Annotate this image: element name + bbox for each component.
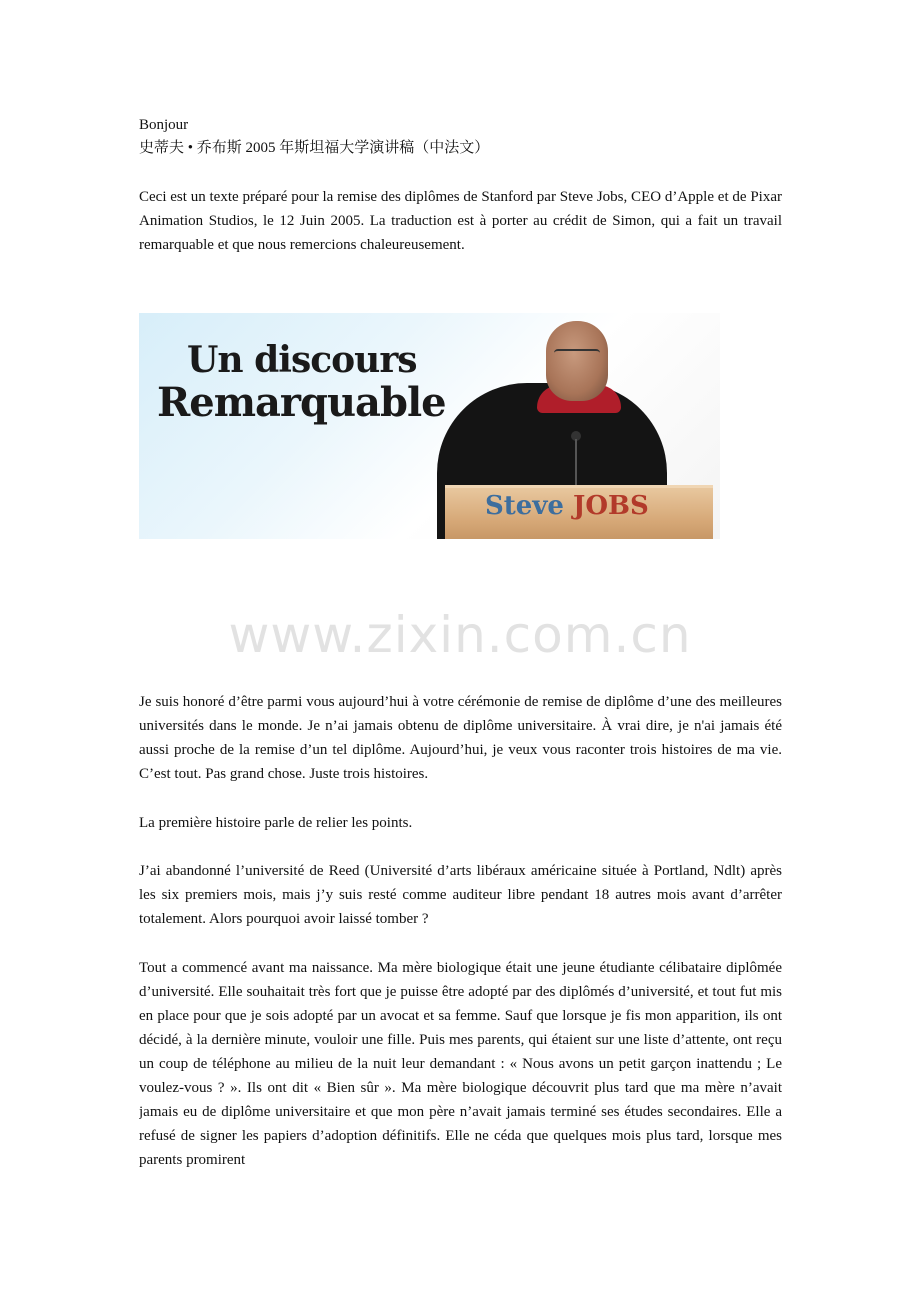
paragraph-2: La première histoire parle de relier les points. bbox=[139, 815, 413, 831]
banner-title-line2: Remarquable bbox=[157, 379, 446, 426]
speaker-head bbox=[546, 321, 608, 401]
podium-first-name: Steve bbox=[485, 491, 564, 521]
banner-title-line1: Un discours bbox=[187, 339, 417, 381]
microphone-stand bbox=[575, 439, 577, 487]
paragraph-1: Je suis honoré d’être parmi vous aujourd’hui à votre cérémonie de remise de diplôme d’une des meilleures universités dans le monde. Je n’ai jamais obtenu de diplôme universitaire. À vrai dire, je n'ai jamais été aussi proche de la remise d’un tel diplôme. Aujourd’hui, je veux vous raconter trois histoires de ma vie. C’est tout. Pas grand chose. Juste trois histoires. bbox=[139, 694, 782, 782]
speech-banner-image bbox=[139, 313, 720, 539]
paragraph-4: Tout a commencé avant ma naissance. Ma mère biologique était une jeune étudiante célibataire diplômée d’université. Elle souhaitait très fort que je puisse être adopté par des diplômés d’université, et tout fut mis en place pour que je sois adopté par un avocat et sa femme. Sauf que lorsque je fis mon apparition, ils ont décidé, à la dernière minute, vouloir une fille. Puis mes parents, qui étaient sur une liste d’attente, ont reçu un coup de téléphone au milieu de la nuit leur demandant : « Nous avons un petit garçon inattendu ; Le voulez-vous ? ». Ils ont dit « Bien sûr ». Ma mère biologique découvrit plus tard que ma mère n’avait jamais eu de diplôme universitaire et que mon père n’avait jamais terminé ses études secondaires. Elle a refusé de signer les papiers d’adoption définitifs. Elle ne céda que quelques mois plus tard, lorsque mes parents promirent bbox=[139, 960, 782, 1168]
intro-paragraph: Ceci est un texte préparé pour la remise des diplômes de Stanford par Steve Jobs, CEO d’Apple et de Pixar Animation Studios, le 12 Juin 2005. La traduction est à porter au crédit de Simon, qui a fait un travail remarquable et que nous remercions chaleureusement. bbox=[139, 189, 782, 253]
document-subtitle: 史蒂夫 • 乔布斯 2005 年斯坦福大学演讲稿（中法文） bbox=[139, 140, 490, 156]
watermark: www.zixin.com.cn bbox=[228, 606, 692, 664]
speaker-glasses bbox=[554, 349, 600, 361]
greeting: Bonjour bbox=[139, 117, 189, 133]
podium-name bbox=[485, 491, 649, 521]
podium-last-name: JOBS bbox=[573, 491, 649, 521]
paragraph-3: J’ai abandonné l’université de Reed (Université d’arts libéraux américaine située à Portland, Ndlt) après les six premiers mois, mais j’y suis resté comme auditeur libre pendant 18 autres mois avant d’arrêter totalement. Alors pourquoi avoir laissé tomber ? bbox=[139, 863, 782, 927]
